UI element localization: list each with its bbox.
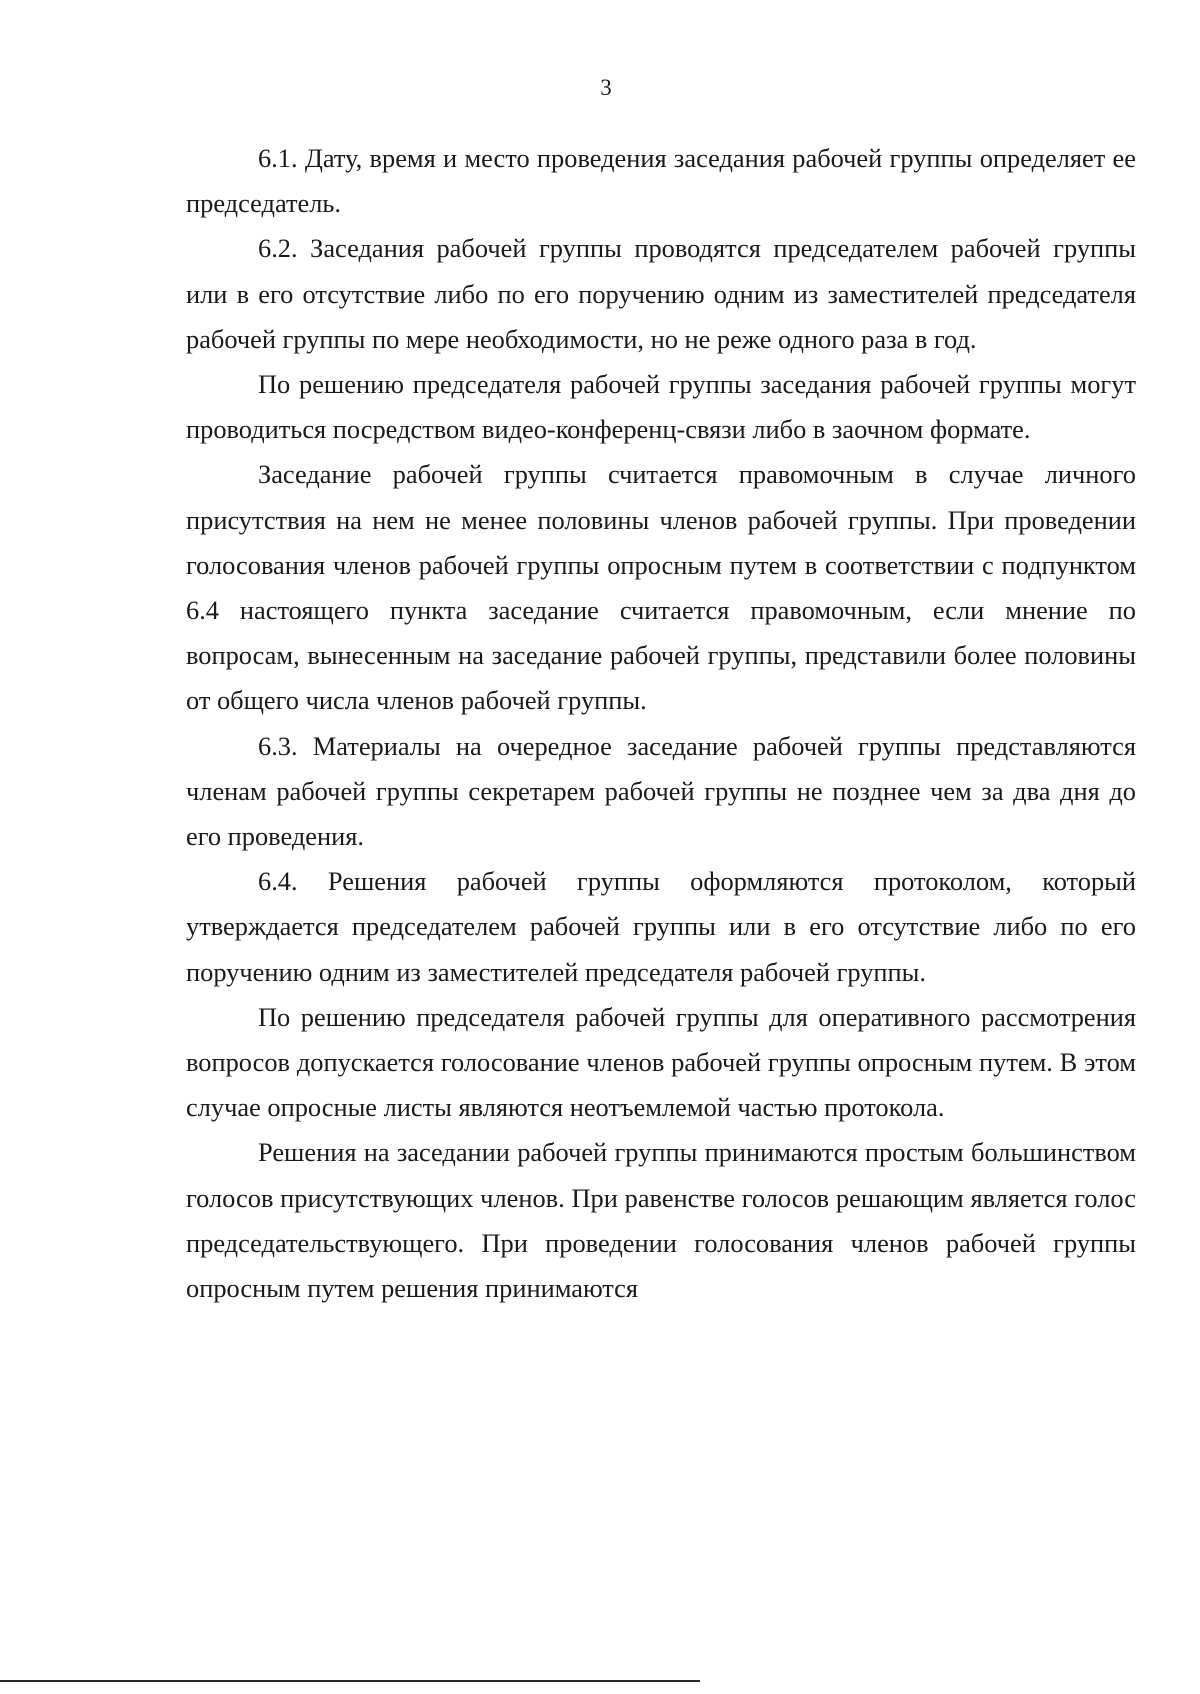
paragraph-6-3: 6.3. Материалы на очередное заседание рабочей группы представляются членам рабочей группы секретарем рабочей группы не позднее чем за два дня до его проведения.	[186, 730, 1136, 852]
paragraph-video-conference: По решению председателя рабочей группы заседания рабочей группы могут проводиться посредством видео-конференц-связи либо в заочном формате.	[186, 369, 1136, 445]
paragraph-6-1: 6.1. Дату, время и место проведения заседания рабочей группы определяет ее председатель.	[186, 143, 1136, 219]
paragraph-6-2: 6.2. Заседания рабочей группы проводятся председателем рабочей группы или в его отсутствие либо по его поручению одним из заместителей председателя рабочей группы по мере необходимости, но не реже одного раза в год.	[186, 233, 1136, 354]
bottom-scan-line	[0, 1680, 700, 1682]
page-number: 3	[600, 75, 612, 100]
document-body	[186, 136, 1136, 1311]
paragraph-6-4: 6.4. Решения рабочей группы оформляются протоколом, который утверждается председателем рабочей группы или в его отсутствие либо по его поручению одним из заместителей председателя рабочей группы.	[186, 866, 1136, 987]
paragraph-majority-decisions: Решения на заседании рабочей группы принимаются простым большинством голосов присутствующих членов. При равенстве голосов решающим является голос председательствующего. При проведении голосования членов рабочей группы опросным путем решения принимаются	[186, 1137, 1136, 1304]
paragraph-poll-voting: По решению председателя рабочей группы для оперативного рассмотрения вопросов допускается голосование членов рабочей группы опросным путем. В этом случае опросные листы являются неотъемлемой частью протокола.	[186, 1001, 1136, 1123]
paragraph-quorum: Заседание рабочей группы считается правомочным в случае личного присутствия на нем не менее половины членов рабочей группы. При проведении голосования членов рабочей группы опросным путем в соответствии с подпунктом 6.4 настоящего пункта заседание считается правомочным, если мнение по вопросам, вынесенным на заседание рабочей группы, представили более половины от общего числа членов рабочей группы.	[186, 459, 1136, 716]
